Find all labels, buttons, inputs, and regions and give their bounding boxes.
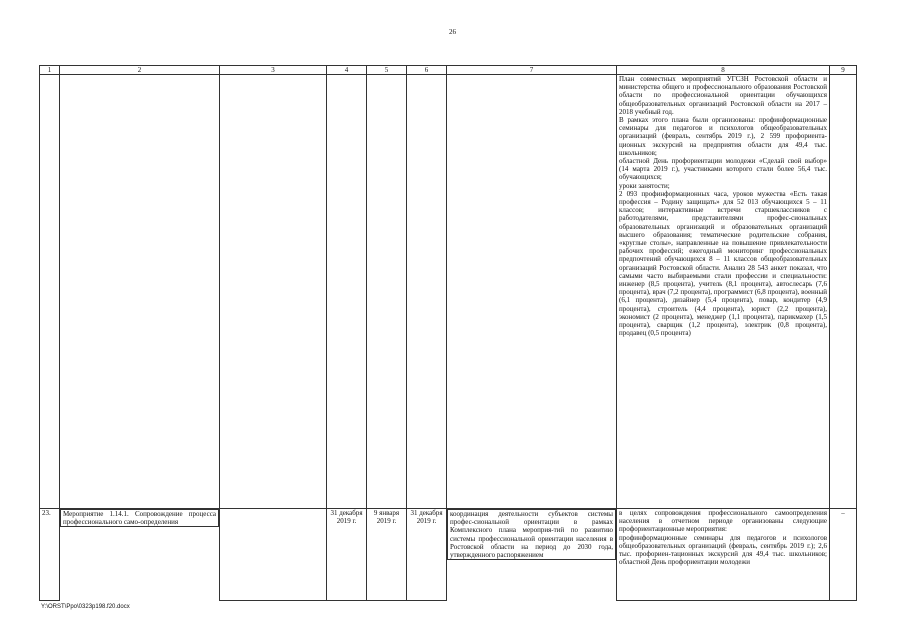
start-date: 9 января 2019 г. <box>367 509 407 601</box>
results-paragraph: в целях сопровождения профессионального самоопределения населения в отчетном периоде организованы следующие профориентационные мероприятия: <box>619 509 827 534</box>
table-cell <box>60 75 220 509</box>
row-number: 23. <box>40 509 60 601</box>
column-number-row <box>40 66 857 75</box>
column-number: 1 <box>40 66 60 75</box>
table-cell <box>447 75 617 509</box>
file-path-footer: Y:\ORST\Ppo\0323p198.f20.docx <box>41 604 130 610</box>
expected-result: координация деятельности субъектов системы профес-сиональной ориентации в рамках Комплексного плана мероприя-тий по развитию системы профессиональной ориентации населения в Ростовской области на период до 2030 года, утвержденного распоряжением <box>447 509 616 560</box>
table-cell <box>220 75 327 509</box>
results-paragraph: План совместных мероприятий УГСЗН Ростовской области и министерства общего и профессионального образования Ростовской области по профессиональной ориентации обучающихся общеобразовательных организаций Ростовской области на 2017 – 2018 учебный год. <box>619 75 827 116</box>
notes-cell: – <box>830 509 857 601</box>
table-cell <box>407 75 447 509</box>
table-cell <box>327 75 367 509</box>
results-paragraph: уроки занятости; <box>619 181 670 190</box>
table-cell <box>367 75 407 509</box>
end-date: 31 декабря 2019 г. <box>407 509 447 601</box>
results-paragraph: профинформационные семинары для педагогов и психологов общеобразовательных организаций (февраль, сентябрь 2019 г.); 2,6 тыс. профориен-тационных экскурсий для 49,4 тыс. школьников; областной День профориентации молодежи <box>619 533 827 567</box>
planned-date: 31 декабря 2019 г. <box>327 509 367 601</box>
results-paragraph: В рамках этого плана были организованы: профинформационные семинары для педагогов и психологов общеобразовательных организаций (февраль, сентябрь 2019 г.), 2 599 профориента-ционных экскурсий на предприятия области для 49,4 тыс. школьников; <box>619 116 827 157</box>
results-cell <box>617 75 830 509</box>
table-cell <box>830 75 857 509</box>
table-cell <box>40 75 60 509</box>
column-number: 4 <box>327 66 367 75</box>
results-cell <box>617 509 830 601</box>
results-paragraph: областной День профориентации молодежи «Сделай свой выбор» (14 марта 2019 г.), участниками которого стали более 56,4 тыс. обучающихся; <box>619 157 827 182</box>
column-number: 6 <box>407 66 447 75</box>
column-number: 5 <box>367 66 407 75</box>
results-paragraph: 2 093 профинформационных часа, уроков мужества «Есть такая профессия – Родину защищать» для 52 013 обучающихся 5 – 11 классов; интерактивные встречи старшеклассников с работодателями, представителями профес-сиональных образовательных организаций и образовательных организаций высшего образования; тематические родительские собрания, «круглые столы», направленные на повышение привлекательности рабочих профессий; ежегодный мониторинг профессиональных предпочтений обучающихся 8 – 11 классов общеобразовательных организаций Ростовской области. Анализ 28 543 анкет показал, что самыми часто выбираемыми стали профессии и специальности: инженер (8,5 процента), учитель (8,1 процента), автослесарь (7,6 процента), врач (7,2 процента), программист (6,8 процента), военный (6,1 процента), дизайнер (5,4 процента), повар, кондитер (4,9 процента), строитель (4,4 процента), юрист (2,2 процента), экономист (2 процента), менеджер (1,1 процента), парикмахер (1,5 процента), сварщик (1,2 процента), электрик (0,8 процента), продавец (0,5 процента) <box>619 189 827 338</box>
responsible-executor <box>220 509 327 601</box>
column-number: 8 <box>617 66 830 75</box>
table-row <box>40 509 857 601</box>
column-number: 7 <box>447 66 617 75</box>
column-number: 9 <box>830 66 857 75</box>
column-number: 3 <box>220 66 327 75</box>
table-row <box>40 75 857 509</box>
report-table <box>39 65 857 601</box>
column-number: 2 <box>60 66 220 75</box>
page-number: 26 <box>449 28 456 36</box>
measure-name: Мероприятие 1.14.1. Сопровождение процесса профессионального само-определения <box>60 509 219 527</box>
